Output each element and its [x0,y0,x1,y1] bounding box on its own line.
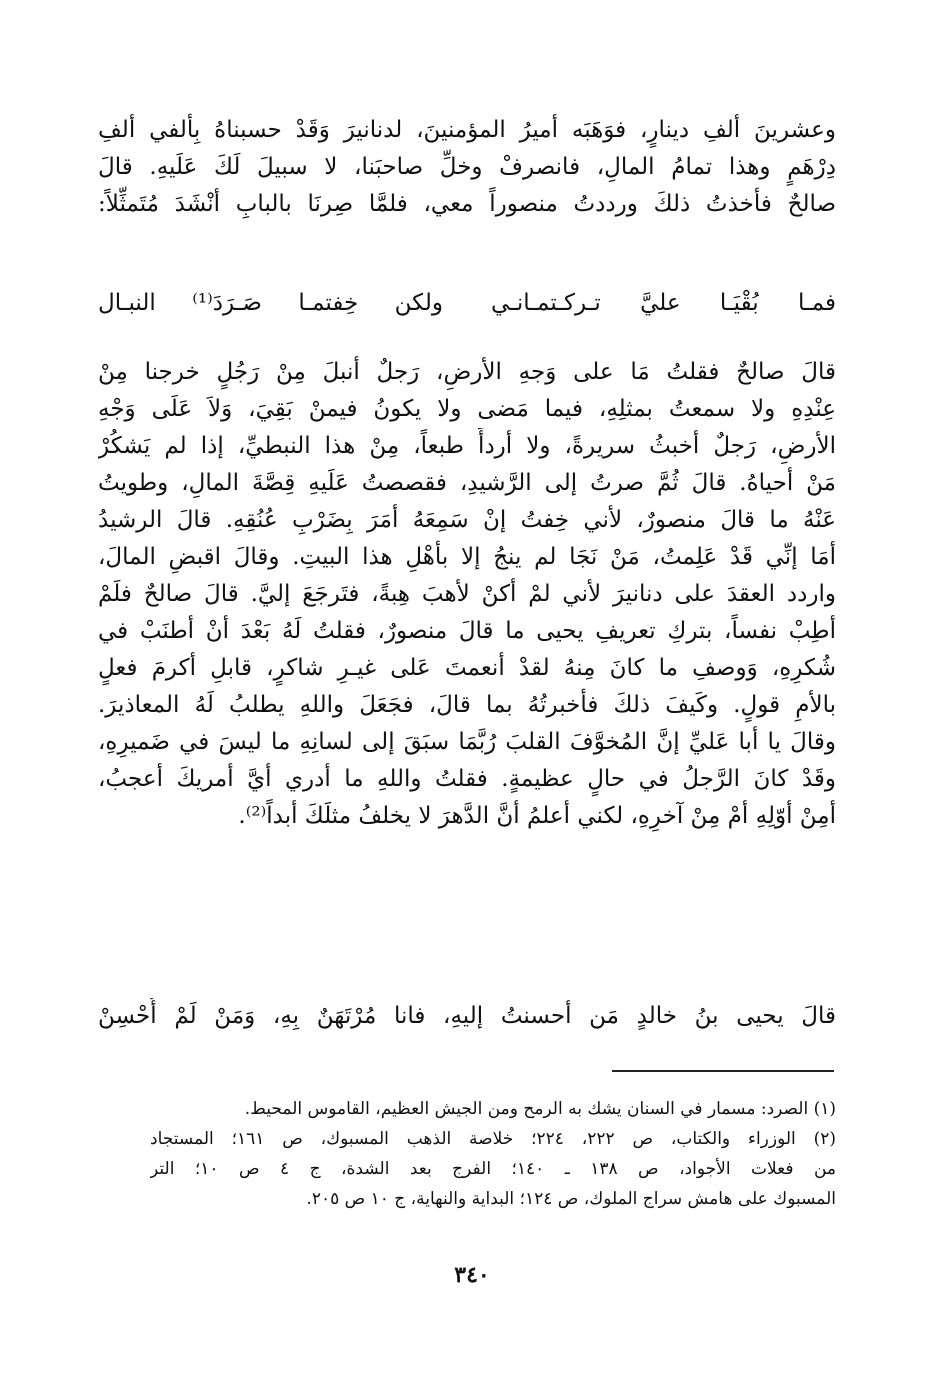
footnote-2-continuation: المسبوك على هامش سراج الملوك، ص ١٢٤؛ البداية والنهاية، ج ١٠ ص ٢٠٥. [306,1189,836,1209]
verse-first-hemistich: فمـا بُقْيَـا عليَّ تـركـتمـانـي [491,290,836,316]
text-line: عَنْهُ ما قالَ منصورٌ، لأني خِفتُ إنْ سَمِعَهُ أمَرَ بِضَرْبِ عُنُقِهِ. قالَ الرشيدُ [98,507,836,533]
footnote-1: (١) الصرد: مسمار في السنان يشك به الرمح ومن الجيش العظيم، القاموس المحيط. [244,1099,836,1119]
text-line: وقالَ يا أبا عَليِّ إنَّ المُخوَّفَ القلبَ رُبَّمَا سبَقَ إلى لسانِهِ ما ليسَ في ضَميرِهِ، [98,729,836,755]
verse-second-hemistich: ولكن خِفتمـا صَـرَدَ⁽¹⁾ النبـال [98,290,443,316]
text-line: صالحٌ فأخذتُ ذلكَ ورددتُ منصوراً معي، فلمَّا صِرنَا بالبابِ أنْشَدَ مُتَمثِّلاً: [98,191,836,217]
text-line: بالأمِ قولٍ. وكَيفَ ذلكَ فأخبرتُهُ بما قالَ، فجَعَلَ واللهِ يطلبُ لَهُ المعاذيرَ. [98,692,836,718]
text-line: قالَ صالحٌ فقلتُ مَا على وَجهِ الأرضِ، رَجلٌ أنبلَ مِنْ رَجُلٍ خرجنا مِنْ [98,359,836,385]
text-line: واردد العقدَ على دنانيرَ لأني لمْ أكنْ لأهبَ هِبةً، فتَرجَعَ إليَّ. قالَ صالحٌ فلَمْ [98,581,836,607]
text-line: شُكرِهِ، وَوصفِ ما كانَ مِنهُ لقدْ أنعمتَ عَلى غيـرِ شاكرٍ، قابلِ أكرمَ فعلٍ [98,655,836,681]
text-line: عِنْدِهِ ولا سمعتُ بمثلِهِ، فيما مَضى ولا يكونُ فيمنْ بَقِيَ، وَلاَ عَلَى وَجْهِ [98,396,836,422]
paragraph-3 [98,998,836,1035]
text-line: قالَ يحيى بنُ خالدٍ مَن أحسنتُ إليهِ، فانا مُرْتَهَنٌ بِهِ، وَمَنْ لَمْ أُحْسِنْ [98,1003,836,1029]
text-line: الأرضِ، رَجلٌ أخبثُ سريرةً، ولا أردأَ طبعاً، مِنْ هذا النبطيِّ، إذا لم يَشكُرْ [98,433,836,459]
paragraph-1 [98,112,836,223]
text-line: أمَا إنِّي قَدْ عَلِمتُ، مَنْ نَجَا لم ينجُ إلا بأهْلِ هذا البيتِ. وقالَ اقبضِ المالَ، [98,544,836,570]
text-line: أطِبْ نفساً، بتركِ تعريفِ يحيى ما قالَ منصورٌ، فقلتُ لَهُ بَعْدَ أنْ أطنَبْ في [98,618,836,644]
footnote-2-continuation: من فعلات الأجواد، ص ١٣٨ ـ ١٤٠؛ الفرج بعد الشدة، ج ٤ ص ١٠؛ التر [150,1159,836,1179]
footnotes [150,1094,836,1214]
footnote-2: (٢) الوزراء والكتاب، ص ٢٢٢، ٢٢٤؛ خلاصة الذهب المسبوك، ص ١٦١؛ المستجاد [150,1129,836,1149]
poetry-verse [98,290,836,330]
text-line: دِرْهَمٍ وهذا تمامُ المالِ، فانصرفْ وخلِّ صاحبَنا، لا سبيلَ لَكَ عَلَيهِ. قالَ [98,154,836,180]
page-number: ٣٤٠ [454,1262,490,1288]
footnote-separator [612,1070,834,1072]
paragraph-2 [98,354,836,835]
text-line: مَنْ أحياهُ. قالَ ثُمَّ صرتُ إلى الرَّشيدِ، فقصصتُ عَلَيهِ قِصَّةَ المالِ، وطويتُ [98,470,836,496]
text-line: وعشرينَ ألفِ دينارٍ، فوَهَبَه أميرُ المؤمنينَ، لدنانيرَ وَقَدْ حسبناهُ بِألفي ألفِ [98,117,836,143]
text-line: أمِنْ أوّلِهِ أمْ مِنْ آخرِهِ، لكني أعلمُ أنَّ الدَّهرَ لا يخلفُ مثلَكَ أبداً⁽²⁾. [238,803,836,829]
text-line: وقَدْ كانَ الرَّجلُ في حالٍ عظيمةٍ. فقلتُ واللهِ ما أدري أيَّ أمريكَ أعجبُ، [98,766,836,792]
